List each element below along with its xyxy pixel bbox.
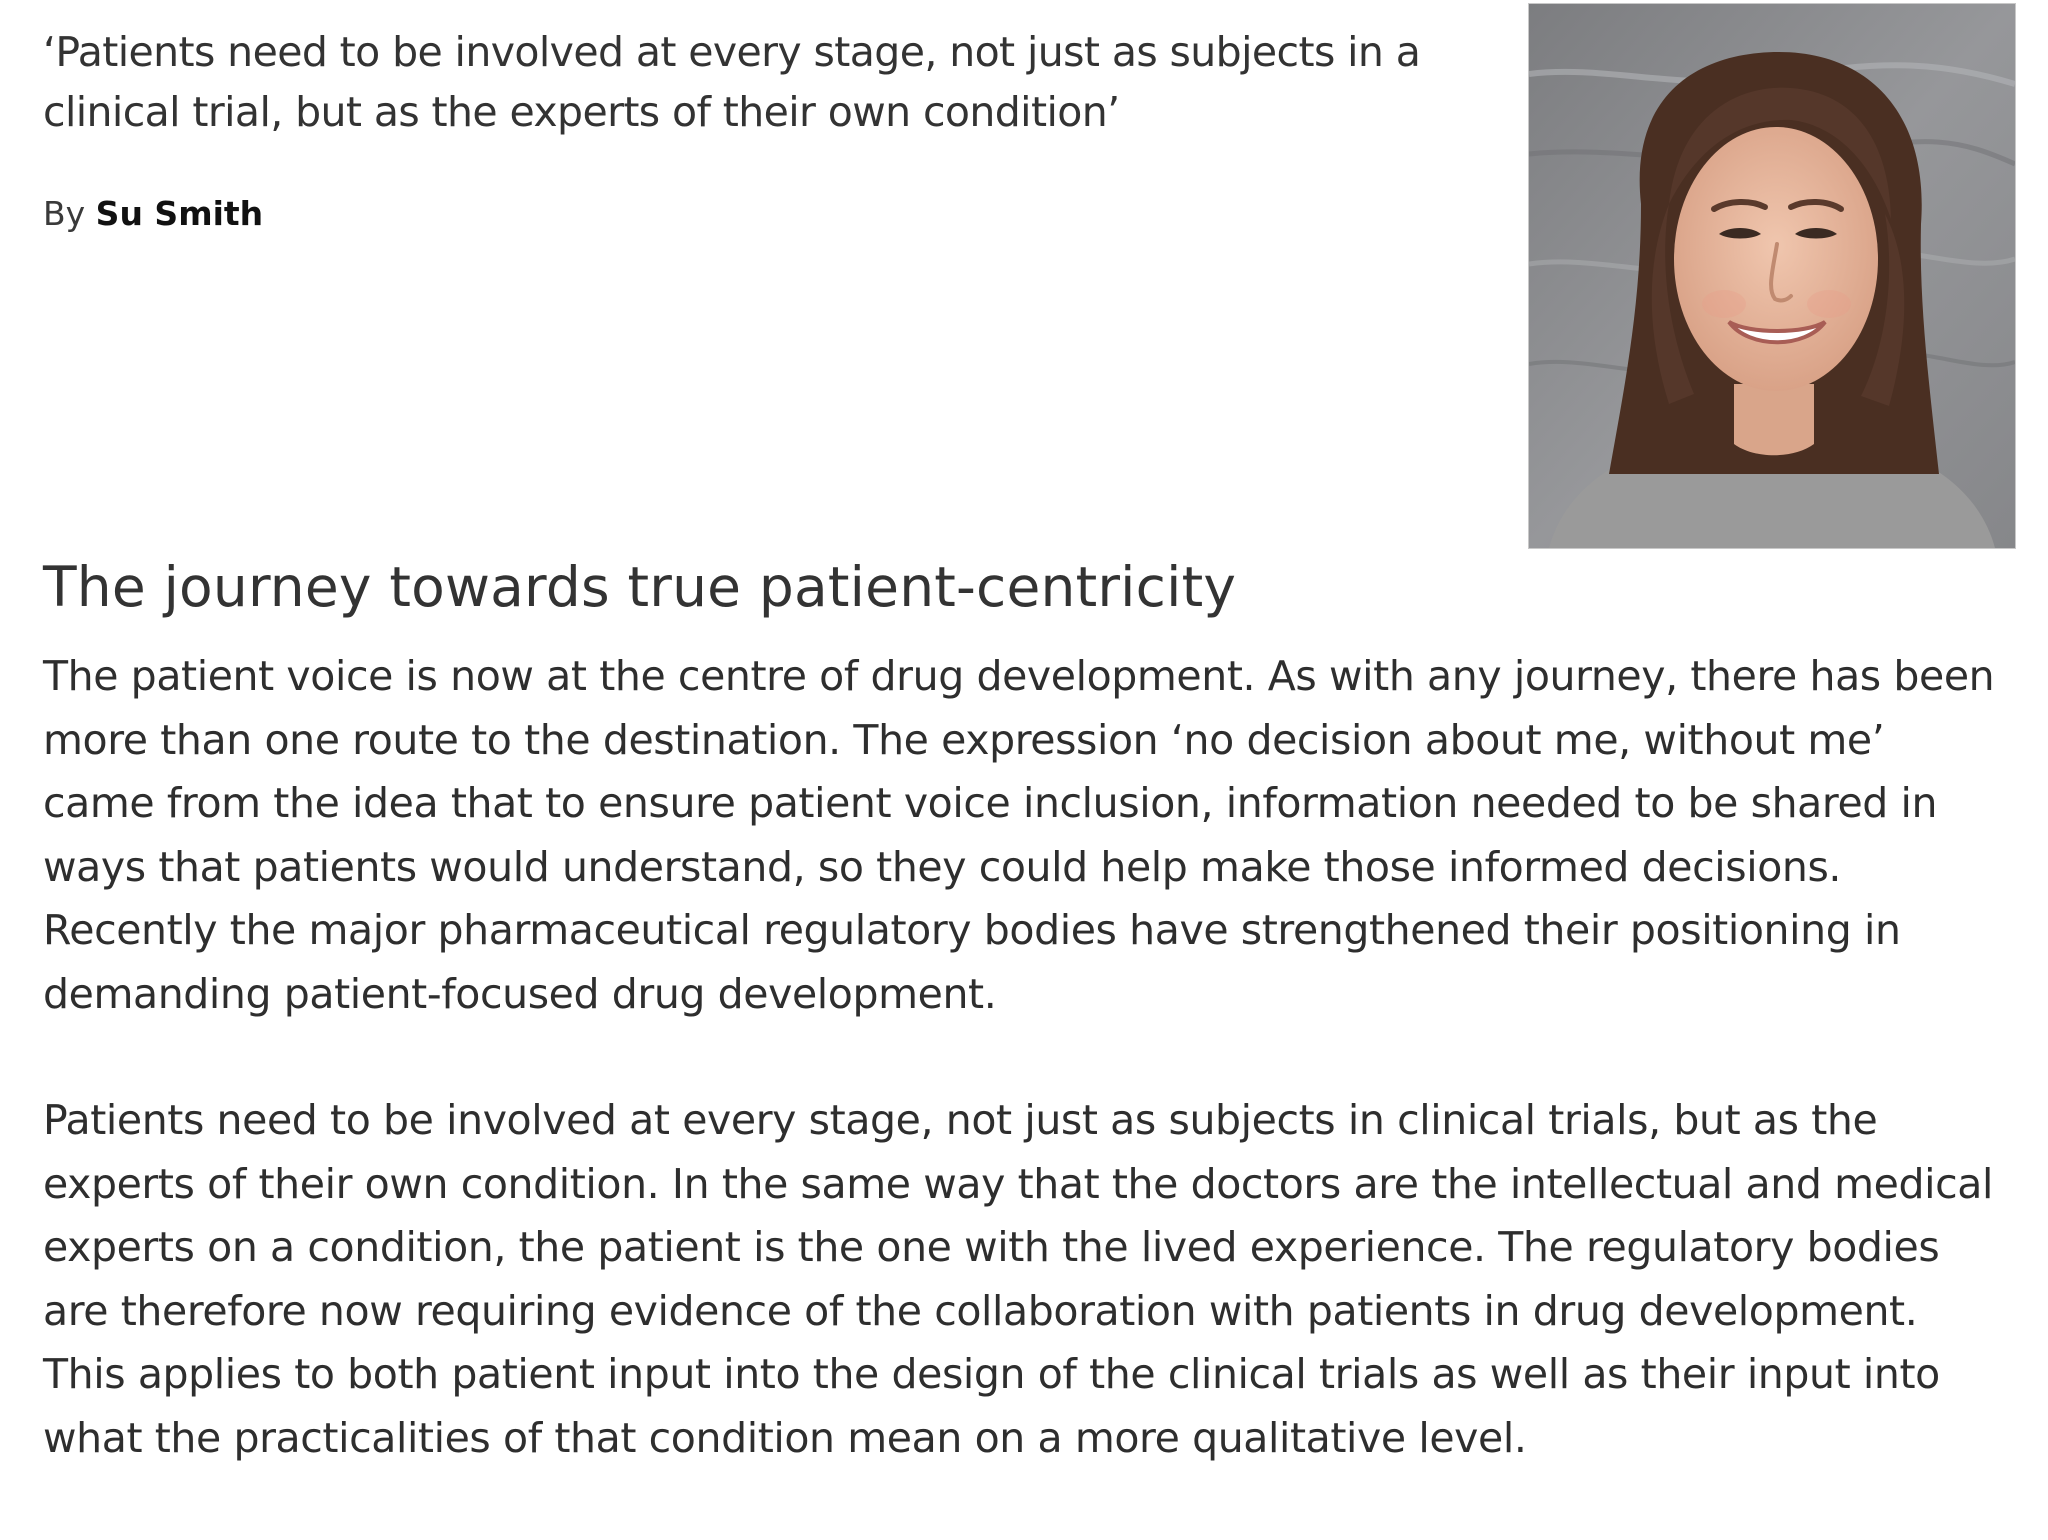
byline (43, 192, 263, 236)
body-paragraph: The patient voice is now at the centre of drug development. As with any journey, there has been more than one route to the destination. The expression ‘no decision about me, without me’ came from the idea that to ensure patient voice inclusion, information needed to be shared in ways that patients would understand, so they could help make those informed decisions. Recently the major pharmaceutical regulatory bodies have strengthened their positioning in demanding patient-focused drug development. (43, 652, 1995, 1018)
article-body (43, 645, 2003, 1533)
author-portrait (1528, 3, 2016, 549)
author-name[interactable]: Su Smith (95, 194, 264, 233)
article-headline: The journey towards true patient-centricity (43, 555, 1237, 619)
article-standfirst: ‘Patients need to be involved at every stage, not just as subjects in a clinical trial, but as the experts of their own condition’ (43, 28, 1421, 136)
byline-prefix: By (43, 194, 96, 233)
body-paragraph: Patients need to be involved at every stage, not just as subjects in clinical trials, but as the experts of their own condition. In the same way that the doctors are the intellectual and medical experts on a condition, the patient is the one with the lived experience. The regulatory bodies are therefore now requiring evidence of the collaboration with patients in drug development. This applies to both patient input into the design of the clinical trials as well as their input into what the practicalities of that condition mean on a more qualitative level. (43, 1096, 1993, 1462)
